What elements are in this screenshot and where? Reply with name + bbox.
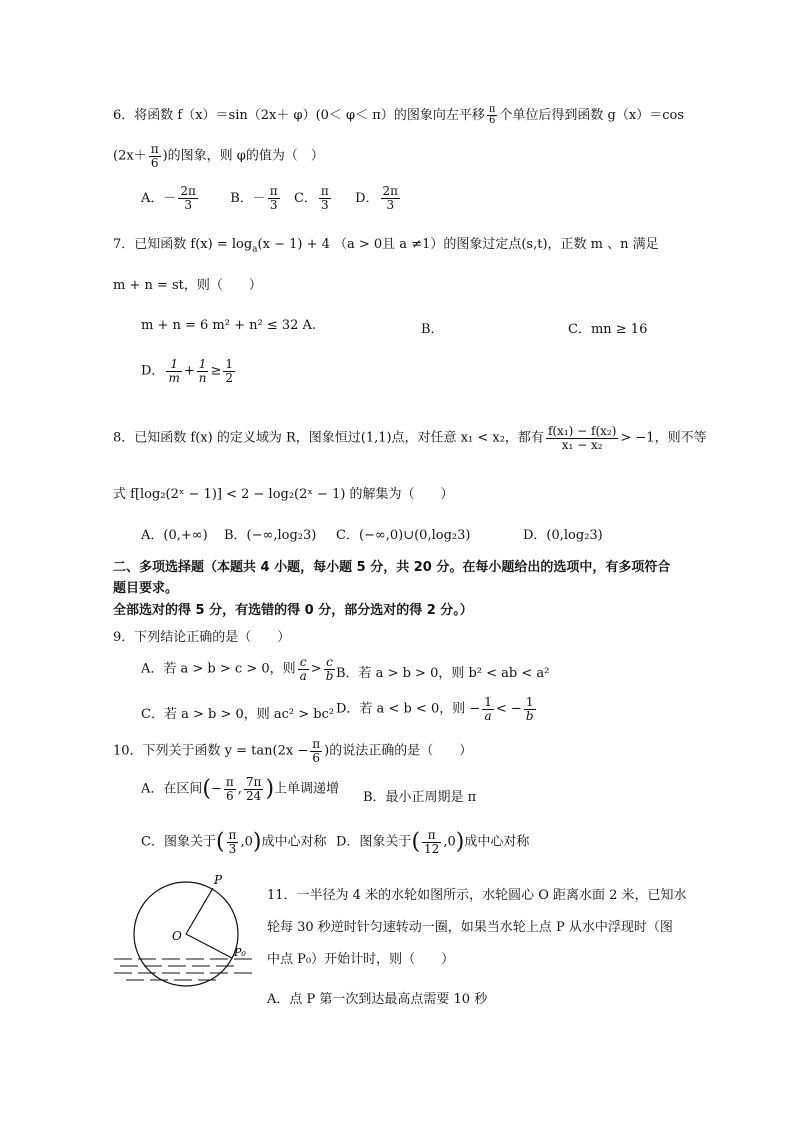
q9-opt-d-frac1: [482, 696, 494, 722]
q6-opt-d-frac: [381, 185, 401, 211]
q8-option-d[interactable]: D．(0,log₂3): [523, 528, 603, 543]
q6-option-c[interactable]: [293, 184, 333, 212]
q6-opt-d-den: 3: [386, 197, 395, 212]
q7-stem-c: m + n = st，则（ ）: [113, 278, 262, 293]
q9-opt-a-f1n: c: [298, 656, 309, 670]
q10-opt-c-post: 成中心对称: [261, 834, 327, 850]
water-surface: [114, 959, 252, 980]
q6-stem-d: )的图象，则 φ的值为（ ）: [162, 148, 324, 164]
q8-frac-num: f(x₁) − f(x₂): [547, 424, 617, 438]
q9-opt-d-pre: D．若 a < b < 0，则 −: [336, 701, 481, 717]
q10-opt-c-rparen: ): [252, 829, 262, 855]
q9-opt-a-f2d: b: [325, 668, 334, 683]
q7-option-c[interactable]: C．mn ≥ 16: [568, 322, 648, 337]
q11-stem-line3: 中点 P₀）开始计时，则（ ）: [267, 952, 455, 967]
q11-stem-line1: 11．一半径为 4 米的水轮如图所示，水轮圆心 O 距离水面 2 米，已知水: [267, 888, 687, 903]
q9-opt-a-f2n: c: [324, 656, 336, 670]
q8-option-a[interactable]: A．(0,+∞): [141, 528, 208, 543]
q7-opt-d-frac3: [223, 358, 235, 384]
q10-opt-c-pre: C．图象关于: [141, 834, 216, 850]
q10-frac-den: 6: [312, 750, 320, 765]
q10-option-a[interactable]: A．在区间(− $\frac{\pi}{6}$ , $\frac{7\pi}{24}$ )上单调递增: [141, 775, 340, 803]
q7-stem-line1: [113, 233, 659, 255]
q6-option-a[interactable]: [141, 184, 200, 212]
q6-stem-b: 个单位后得到函数 g（x）＝cos: [499, 108, 684, 123]
q6-opt-a-frac: [178, 185, 198, 211]
q10-opt-a-f1n: π: [225, 775, 234, 789]
q10-opt-a-f1d: 6: [226, 788, 234, 803]
q10-frac-num: π: [312, 737, 321, 751]
q10-stem-b: )的说法正确的是（ ）: [324, 743, 473, 759]
q9-option-a[interactable]: [141, 656, 337, 682]
water-wheel-figure: [110, 870, 260, 988]
q10-opt-c-frac: [227, 829, 239, 855]
q10-option-c[interactable]: C．图象关于( $\frac{\pi}{3}$ ,0)成中心对称: [141, 828, 327, 856]
q6-opt-b-den: 3: [269, 197, 278, 212]
q9-opt-d-frac2: [524, 696, 536, 722]
q7-opt-d-f1d: m: [168, 370, 180, 385]
q6-opt-b-num: π: [269, 184, 278, 198]
q6-option-b[interactable]: [230, 184, 281, 212]
q10-opt-c-fd: 3: [228, 841, 237, 856]
q9-opt-a-gt: >: [310, 661, 322, 677]
q10-opt-a-frac1: [224, 776, 236, 802]
q10-opt-a-lparen: (: [202, 776, 211, 802]
q6-frac-den: 6: [150, 155, 159, 170]
q8-stem-b: > −1，则不等: [620, 430, 707, 446]
label-p0: P₀: [234, 946, 246, 959]
q7-stem-a: 7．已知函数 f(x) = log: [113, 237, 253, 252]
q7-opt-d-label: D．: [141, 363, 165, 379]
q7-stem-line2: [113, 274, 262, 293]
q10-opt-d-lparen: (: [411, 829, 421, 855]
q9-opt-a-pre: A．若 a > b > c > 0，则: [141, 661, 296, 677]
q10-opt-a-f2n: 7π: [245, 775, 262, 789]
q9-option-b[interactable]: B．若 a > b > 0，则 b² < ab < a²: [336, 666, 550, 681]
q6-frac-num: π: [150, 142, 159, 156]
q7-opt-d-plus: +: [183, 363, 195, 379]
label-p: P: [214, 873, 223, 887]
q8-stem-c: 式 f[log₂(2ˣ − 1)] < 2 − log₂(2ˣ − 1) 的解集为（ ）: [113, 487, 454, 502]
q7-option-b[interactable]: B．: [421, 322, 444, 337]
q6-stem-a: 6．将函数 f（x）＝sin（2x＋ φ）(0＜ φ＜ π）的图象向左平移: [113, 108, 485, 123]
q10-opt-c-fn: π: [228, 828, 237, 842]
q9-stem: 9．下列结论正确的是（ ）: [113, 630, 291, 645]
q10-opt-a-f2d: 24: [246, 788, 262, 803]
q9-opt-a-f1d: a: [299, 668, 307, 683]
q7-opt-d-f1n: 1: [166, 358, 181, 372]
q8-option-b[interactable]: B．(−∞,log₂3): [224, 528, 317, 543]
label-o: O: [172, 929, 182, 943]
q11-stem-line2: 轮每 30 秒逆时针匀速转动一圈，如果当水轮上点 P 从水中浮现时（图: [267, 920, 673, 935]
q7-opt-d-f3n: 1: [225, 357, 234, 371]
q6-stem-line1: [113, 104, 684, 127]
section2-scoring: 全部选对的得 5 分，有选错的得 0 分，部分选对的得 2 分。）: [113, 603, 473, 618]
radius-op0: [186, 934, 232, 958]
q9-opt-d-lt: < −: [495, 701, 522, 717]
q10-opt-d-post: 成中心对称: [464, 834, 530, 850]
q6-stem-c: (2x＋: [113, 148, 147, 164]
q6-opt-a-den: 3: [184, 197, 192, 212]
q10-opt-d-rparen: ): [455, 829, 465, 855]
q10-opt-c-lparen: (: [215, 829, 225, 855]
radius-op: [186, 888, 213, 934]
section2-title-cont: 题目要求。: [113, 581, 179, 596]
q9-opt-d-f1d: a: [484, 708, 492, 723]
q7-opt-d-f2d: n: [198, 370, 207, 385]
q6-opt-c-frac: [319, 185, 331, 211]
q6-shift-num: π: [488, 103, 496, 115]
section2-title: 二、多项选择题（本题共 4 小题，每小题 5 分，共 20 分。在每小题给出的选项中，有多项符合: [113, 560, 671, 575]
q6-opt-d-label: D．: [355, 190, 379, 206]
q8-stem-line1: [113, 425, 707, 451]
q10-stem: [113, 738, 472, 764]
q6-opt-a-label: A．－: [141, 190, 177, 206]
q7-stem-b: (x − 1) + 4 （a > 0且 a ≠1）的图象过定点(s,t)，正数 m 、n 满足: [257, 237, 659, 252]
q6-stem-fraction: [149, 143, 161, 169]
q9-opt-d-f2n: 1: [524, 696, 536, 710]
q8-stem-line2: [113, 483, 454, 502]
q6-opt-d-num: 2π: [382, 184, 399, 198]
q9-option-d[interactable]: [336, 696, 538, 722]
q6-shift-fraction: [487, 105, 498, 127]
q7-opt-d-ge: ≥: [210, 363, 222, 379]
q6-option-d[interactable]: [355, 184, 402, 212]
q6-opt-a-num: 2π: [180, 184, 196, 198]
q10-opt-d-fn: π: [422, 829, 441, 843]
q7-opt-d-frac2: [197, 358, 209, 384]
q7-option-d[interactable]: [141, 358, 237, 384]
q11-option-a[interactable]: A．点 P 第一次到达最高点需要 10 秒: [267, 992, 488, 1007]
q10-opt-d-pre: D．图象关于: [336, 834, 412, 850]
q7-log-base: a: [252, 244, 258, 255]
q6-opt-c-label: C．: [293, 190, 317, 206]
q8-stem-fraction: [546, 425, 618, 451]
q10-opt-a-rparen: ): [265, 776, 275, 802]
q9-opt-d-f1n: 1: [484, 695, 492, 709]
q10-stem-a: 10．下列关于函数 y = tan(2x −: [113, 743, 309, 759]
q10-opt-a-frac2: [244, 776, 264, 802]
q10-stem-fraction: [310, 738, 322, 764]
q7-opt-d-f3d: 2: [225, 370, 234, 385]
q10-opt-d-frac: [422, 829, 441, 855]
q9-opt-d-f2d: b: [525, 708, 534, 723]
q10-option-b[interactable]: B．最小正周期是 π: [363, 790, 477, 805]
q9-option-c[interactable]: C．若 a > b > 0，则 ac² > bc²: [141, 707, 335, 722]
q8-option-c[interactable]: C．(−∞,0)∪(0,log₂3): [336, 528, 471, 543]
q8-frac-den: x₁ − x₂: [561, 437, 603, 452]
q7-opt-d-f2n: 1: [197, 358, 209, 372]
q6-shift-den: 6: [488, 115, 496, 126]
q6-stem-line2: [113, 143, 324, 169]
q6-options: [141, 185, 402, 211]
q9-opt-a-frac2: [324, 656, 336, 682]
q10-opt-d-fd: 12: [424, 841, 440, 856]
q10-opt-a-post: 上单调递增: [274, 781, 340, 797]
q8-stem-a: 8．已知函数 f(x) 的定义域为 R，图象恒过(1,1)点，对任意 x₁ < x₂，都有: [113, 430, 544, 446]
q6-opt-b-frac: [268, 185, 280, 211]
q7-option-a[interactable]: m + n = 6 m² + n² ≤ 32 A.: [141, 318, 317, 333]
q10-option-d[interactable]: D．图象关于( $\frac{\pi}{12}$ ,0)成中心对称: [336, 828, 530, 856]
q7-opt-d-frac1: [166, 358, 181, 384]
q6-opt-c-den: 3: [321, 197, 329, 212]
q9-opt-a-frac1: [298, 656, 309, 682]
q6-opt-b-label: B．－: [230, 190, 266, 206]
q6-opt-c-num: π: [320, 184, 329, 198]
q10-opt-a-pre: A．在区间: [141, 781, 203, 797]
